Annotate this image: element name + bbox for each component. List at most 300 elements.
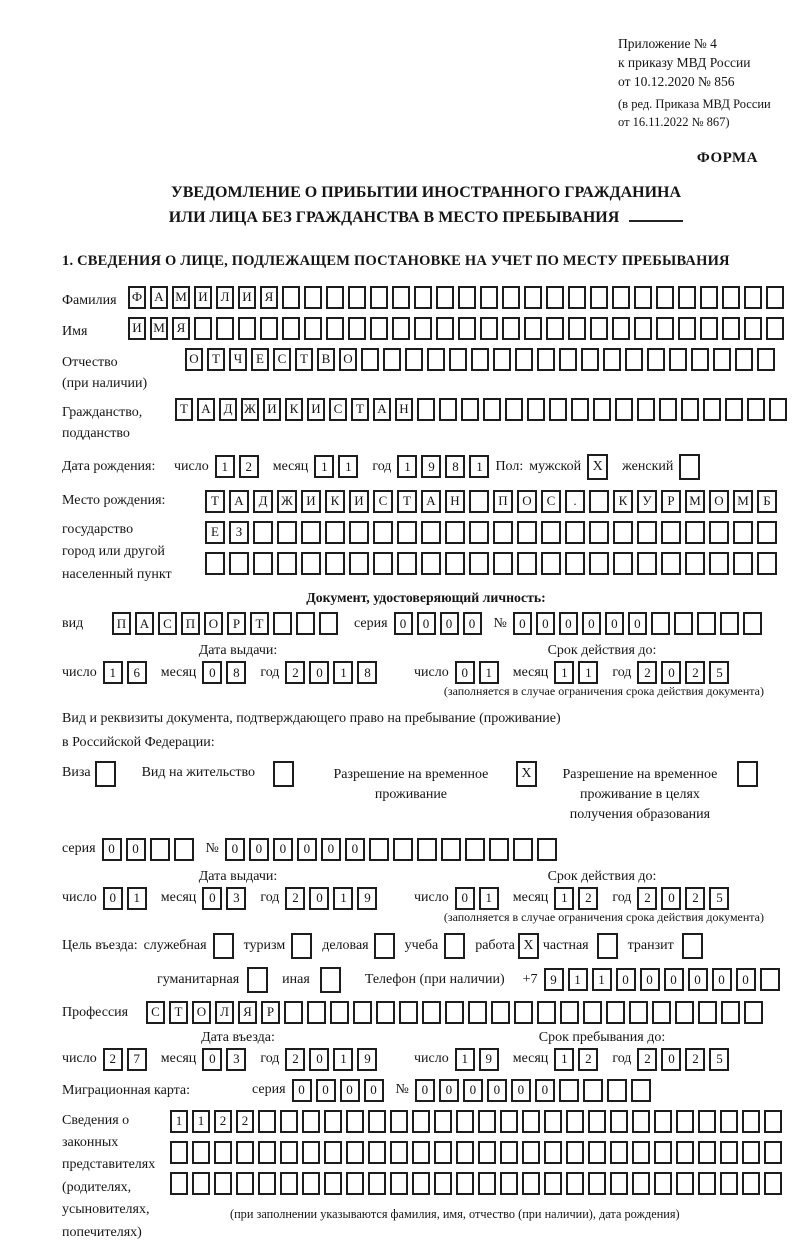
char-cell[interactable]: [348, 317, 366, 340]
char-cell[interactable]: О: [339, 348, 357, 371]
char-cell[interactable]: [493, 521, 513, 544]
char-cell[interactable]: [373, 552, 393, 575]
char-cell[interactable]: К: [613, 490, 633, 513]
char-cell[interactable]: 1: [592, 968, 612, 991]
char-cell[interactable]: [229, 552, 249, 575]
char-cell[interactable]: [565, 552, 585, 575]
char-cell[interactable]: [417, 398, 435, 421]
char-cell[interactable]: [744, 286, 762, 309]
char-cell[interactable]: [376, 1001, 395, 1024]
char-cell[interactable]: [253, 521, 273, 544]
char-cell[interactable]: [505, 398, 523, 421]
char-cell[interactable]: [436, 286, 454, 309]
char-cell[interactable]: [214, 1141, 232, 1164]
char-cell[interactable]: [277, 521, 297, 544]
char-cell[interactable]: [170, 1141, 188, 1164]
char-cell[interactable]: [434, 1172, 452, 1195]
char-cell[interactable]: [757, 552, 777, 575]
char-cell[interactable]: [588, 1172, 606, 1195]
char-cell[interactable]: [675, 1001, 694, 1024]
char-cell[interactable]: [637, 398, 655, 421]
char-cell[interactable]: К: [325, 490, 345, 513]
char-cell[interactable]: И: [349, 490, 369, 513]
char-cell[interactable]: 2: [637, 661, 657, 684]
char-cell[interactable]: [735, 348, 753, 371]
char-cell[interactable]: [361, 348, 379, 371]
char-cell[interactable]: 1: [568, 968, 588, 991]
char-cell[interactable]: [260, 317, 278, 340]
char-cell[interactable]: 1: [333, 661, 353, 684]
char-cell[interactable]: 1: [333, 887, 353, 910]
char-cell[interactable]: Ф: [128, 286, 146, 309]
char-cell[interactable]: [742, 1141, 760, 1164]
sex-female-checkbox[interactable]: [679, 454, 700, 480]
char-cell[interactable]: [637, 521, 657, 544]
residence-permit-checkbox[interactable]: [273, 761, 294, 787]
char-cell[interactable]: [625, 348, 643, 371]
char-cell[interactable]: [613, 552, 633, 575]
char-cell[interactable]: 0: [487, 1079, 507, 1102]
char-cell[interactable]: [685, 552, 705, 575]
char-cell[interactable]: [697, 612, 716, 635]
char-cell[interactable]: [280, 1110, 298, 1133]
char-cell[interactable]: [397, 552, 417, 575]
char-cell[interactable]: [568, 286, 586, 309]
char-cell[interactable]: М: [172, 286, 190, 309]
char-cell[interactable]: 0: [736, 968, 756, 991]
char-cell[interactable]: Т: [250, 612, 269, 635]
char-cell[interactable]: [412, 1110, 430, 1133]
char-cell[interactable]: 2: [637, 887, 657, 910]
char-cell[interactable]: 8: [226, 661, 246, 684]
char-cell[interactable]: С: [158, 612, 177, 635]
char-cell[interactable]: О: [185, 348, 203, 371]
char-cell[interactable]: А: [421, 490, 441, 513]
char-cell[interactable]: [632, 1110, 650, 1133]
char-cell[interactable]: [713, 348, 731, 371]
char-cell[interactable]: Т: [295, 348, 313, 371]
char-cell[interactable]: [491, 1001, 510, 1024]
char-cell[interactable]: [524, 317, 542, 340]
char-cell[interactable]: А: [150, 286, 168, 309]
char-cell[interactable]: К: [285, 398, 303, 421]
char-cell[interactable]: 1: [192, 1110, 210, 1133]
char-cell[interactable]: И: [307, 398, 325, 421]
char-cell[interactable]: [590, 286, 608, 309]
char-cell[interactable]: 0: [664, 968, 684, 991]
char-cell[interactable]: [546, 317, 564, 340]
char-cell[interactable]: [421, 521, 441, 544]
char-cell[interactable]: [469, 521, 489, 544]
char-cell[interactable]: [302, 1110, 320, 1133]
char-cell[interactable]: 1: [338, 455, 358, 478]
char-cell[interactable]: [421, 552, 441, 575]
char-cell[interactable]: [709, 552, 729, 575]
char-cell[interactable]: [537, 348, 555, 371]
char-cell[interactable]: С: [273, 348, 291, 371]
char-cell[interactable]: [610, 1172, 628, 1195]
char-cell[interactable]: [422, 1001, 441, 1024]
char-cell[interactable]: И: [194, 286, 212, 309]
char-cell[interactable]: Т: [351, 398, 369, 421]
char-cell[interactable]: [483, 398, 501, 421]
char-cell[interactable]: [590, 317, 608, 340]
char-cell[interactable]: И: [128, 317, 146, 340]
purpose-study-checkbox[interactable]: [444, 933, 465, 959]
char-cell[interactable]: [390, 1141, 408, 1164]
char-cell[interactable]: А: [197, 398, 215, 421]
char-cell[interactable]: 2: [637, 1048, 657, 1071]
char-cell[interactable]: С: [541, 490, 561, 513]
char-cell[interactable]: 3: [226, 1048, 246, 1071]
char-cell[interactable]: 2: [285, 887, 305, 910]
char-cell[interactable]: [615, 398, 633, 421]
char-cell[interactable]: [629, 1001, 648, 1024]
char-cell[interactable]: [412, 1172, 430, 1195]
char-cell[interactable]: 0: [628, 612, 647, 635]
char-cell[interactable]: [296, 612, 315, 635]
char-cell[interactable]: [541, 552, 561, 575]
char-cell[interactable]: [373, 521, 393, 544]
char-cell[interactable]: [565, 521, 585, 544]
char-cell[interactable]: [478, 1172, 496, 1195]
char-cell[interactable]: П: [181, 612, 200, 635]
char-cell[interactable]: [192, 1141, 210, 1164]
char-cell[interactable]: [238, 317, 256, 340]
char-cell[interactable]: [205, 552, 225, 575]
char-cell[interactable]: [581, 348, 599, 371]
char-cell[interactable]: С: [373, 490, 393, 513]
char-cell[interactable]: [757, 521, 777, 544]
char-cell[interactable]: [324, 1141, 342, 1164]
char-cell[interactable]: Т: [175, 398, 193, 421]
char-cell[interactable]: 0: [340, 1079, 360, 1102]
char-cell[interactable]: Я: [260, 286, 278, 309]
char-cell[interactable]: [346, 1172, 364, 1195]
char-cell[interactable]: [412, 1141, 430, 1164]
char-cell[interactable]: [760, 968, 780, 991]
char-cell[interactable]: П: [493, 490, 513, 513]
char-cell[interactable]: 1: [127, 887, 147, 910]
char-cell[interactable]: 1: [215, 455, 235, 478]
char-cell[interactable]: И: [301, 490, 321, 513]
char-cell[interactable]: [458, 286, 476, 309]
char-cell[interactable]: [399, 1001, 418, 1024]
char-cell[interactable]: [301, 521, 321, 544]
char-cell[interactable]: М: [685, 490, 705, 513]
char-cell[interactable]: [405, 348, 423, 371]
char-cell[interactable]: [414, 317, 432, 340]
char-cell[interactable]: 1: [554, 1048, 574, 1071]
char-cell[interactable]: [559, 348, 577, 371]
char-cell[interactable]: [593, 398, 611, 421]
char-cell[interactable]: [733, 521, 753, 544]
char-cell[interactable]: О: [192, 1001, 211, 1024]
char-cell[interactable]: 6: [127, 661, 147, 684]
visa-checkbox[interactable]: [95, 761, 116, 787]
char-cell[interactable]: [522, 1110, 540, 1133]
char-cell[interactable]: 2: [685, 887, 705, 910]
char-cell[interactable]: [764, 1110, 782, 1133]
char-cell[interactable]: Б: [757, 490, 777, 513]
char-cell[interactable]: 1: [333, 1048, 353, 1071]
char-cell[interactable]: 0: [439, 1079, 459, 1102]
char-cell[interactable]: [480, 317, 498, 340]
char-cell[interactable]: [174, 838, 194, 861]
char-cell[interactable]: [541, 521, 561, 544]
char-cell[interactable]: [500, 1110, 518, 1133]
char-cell[interactable]: Е: [205, 521, 225, 544]
purpose-tourism-checkbox[interactable]: [291, 933, 312, 959]
char-cell[interactable]: [434, 1141, 452, 1164]
char-cell[interactable]: [654, 1110, 672, 1133]
char-cell[interactable]: [583, 1001, 602, 1024]
char-cell[interactable]: [571, 398, 589, 421]
char-cell[interactable]: [325, 552, 345, 575]
char-cell[interactable]: [747, 398, 765, 421]
purpose-humanitarian-checkbox[interactable]: [247, 967, 268, 993]
char-cell[interactable]: [390, 1110, 408, 1133]
char-cell[interactable]: [500, 1172, 518, 1195]
char-cell[interactable]: [698, 1172, 716, 1195]
char-cell[interactable]: [449, 348, 467, 371]
char-cell[interactable]: 0: [440, 612, 459, 635]
char-cell[interactable]: 0: [661, 1048, 681, 1071]
char-cell[interactable]: 0: [345, 838, 365, 861]
char-cell[interactable]: [304, 286, 322, 309]
char-cell[interactable]: [613, 521, 633, 544]
char-cell[interactable]: [214, 1172, 232, 1195]
char-cell[interactable]: 2: [103, 1048, 123, 1071]
char-cell[interactable]: 1: [397, 455, 417, 478]
char-cell[interactable]: Д: [253, 490, 273, 513]
char-cell[interactable]: [669, 348, 687, 371]
char-cell[interactable]: [632, 1172, 650, 1195]
char-cell[interactable]: [445, 1001, 464, 1024]
char-cell[interactable]: Л: [216, 286, 234, 309]
char-cell[interactable]: [566, 1172, 584, 1195]
char-cell[interactable]: 1: [455, 1048, 475, 1071]
char-cell[interactable]: [471, 348, 489, 371]
char-cell[interactable]: [632, 1141, 650, 1164]
char-cell[interactable]: 2: [236, 1110, 254, 1133]
char-cell[interactable]: [603, 348, 621, 371]
char-cell[interactable]: 2: [578, 1048, 598, 1071]
temp-residence-education-checkbox[interactable]: [737, 761, 758, 787]
char-cell[interactable]: [588, 1110, 606, 1133]
char-cell[interactable]: [517, 521, 537, 544]
char-cell[interactable]: [368, 1141, 386, 1164]
char-cell[interactable]: [661, 552, 681, 575]
char-cell[interactable]: [544, 1141, 562, 1164]
char-cell[interactable]: [324, 1110, 342, 1133]
char-cell[interactable]: [583, 1079, 603, 1102]
char-cell[interactable]: [698, 1110, 716, 1133]
char-cell[interactable]: [764, 1141, 782, 1164]
char-cell[interactable]: [522, 1172, 540, 1195]
char-cell[interactable]: [236, 1172, 254, 1195]
char-cell[interactable]: Т: [169, 1001, 188, 1024]
char-cell[interactable]: [656, 286, 674, 309]
char-cell[interactable]: [743, 612, 762, 635]
char-cell[interactable]: 8: [445, 455, 465, 478]
char-cell[interactable]: Н: [395, 398, 413, 421]
purpose-business-checkbox[interactable]: [374, 933, 395, 959]
temp-residence-checkbox[interactable]: X: [516, 761, 537, 787]
char-cell[interactable]: [720, 1141, 738, 1164]
char-cell[interactable]: [346, 1141, 364, 1164]
char-cell[interactable]: 2: [685, 1048, 705, 1071]
char-cell[interactable]: А: [135, 612, 154, 635]
char-cell[interactable]: 0: [463, 612, 482, 635]
char-cell[interactable]: [517, 552, 537, 575]
char-cell[interactable]: С: [329, 398, 347, 421]
char-cell[interactable]: 5: [709, 887, 729, 910]
char-cell[interactable]: [685, 521, 705, 544]
char-cell[interactable]: [258, 1172, 276, 1195]
char-cell[interactable]: М: [150, 317, 168, 340]
char-cell[interactable]: [769, 398, 787, 421]
char-cell[interactable]: [659, 398, 677, 421]
char-cell[interactable]: [637, 552, 657, 575]
char-cell[interactable]: [514, 1001, 533, 1024]
char-cell[interactable]: [744, 317, 762, 340]
char-cell[interactable]: [369, 838, 389, 861]
char-cell[interactable]: 0: [394, 612, 413, 635]
char-cell[interactable]: 5: [709, 1048, 729, 1071]
char-cell[interactable]: [654, 1141, 672, 1164]
char-cell[interactable]: [700, 317, 718, 340]
char-cell[interactable]: [353, 1001, 372, 1024]
char-cell[interactable]: [258, 1141, 276, 1164]
char-cell[interactable]: [698, 1141, 716, 1164]
char-cell[interactable]: 0: [415, 1079, 435, 1102]
char-cell[interactable]: 1: [554, 887, 574, 910]
char-cell[interactable]: [647, 348, 665, 371]
char-cell[interactable]: 0: [455, 887, 475, 910]
char-cell[interactable]: [458, 317, 476, 340]
char-cell[interactable]: [480, 286, 498, 309]
char-cell[interactable]: [397, 521, 417, 544]
char-cell[interactable]: [721, 1001, 740, 1024]
char-cell[interactable]: 2: [578, 887, 598, 910]
char-cell[interactable]: 1: [578, 661, 598, 684]
char-cell[interactable]: [319, 612, 338, 635]
char-cell[interactable]: [502, 317, 520, 340]
char-cell[interactable]: 0: [202, 661, 222, 684]
char-cell[interactable]: [493, 552, 513, 575]
char-cell[interactable]: [330, 1001, 349, 1024]
char-cell[interactable]: 0: [273, 838, 293, 861]
char-cell[interactable]: 0: [249, 838, 269, 861]
char-cell[interactable]: 0: [661, 887, 681, 910]
char-cell[interactable]: Р: [661, 490, 681, 513]
char-cell[interactable]: 0: [103, 887, 123, 910]
char-cell[interactable]: [652, 1001, 671, 1024]
char-cell[interactable]: [612, 317, 630, 340]
char-cell[interactable]: [301, 552, 321, 575]
char-cell[interactable]: [392, 317, 410, 340]
char-cell[interactable]: Ж: [241, 398, 259, 421]
char-cell[interactable]: [549, 398, 567, 421]
char-cell[interactable]: [720, 612, 739, 635]
char-cell[interactable]: [368, 1172, 386, 1195]
char-cell[interactable]: А: [373, 398, 391, 421]
char-cell[interactable]: 0: [297, 838, 317, 861]
char-cell[interactable]: О: [517, 490, 537, 513]
char-cell[interactable]: 0: [364, 1079, 384, 1102]
char-cell[interactable]: 0: [126, 838, 146, 861]
char-cell[interactable]: 9: [479, 1048, 499, 1071]
char-cell[interactable]: 0: [616, 968, 636, 991]
char-cell[interactable]: [766, 317, 784, 340]
char-cell[interactable]: [544, 1110, 562, 1133]
char-cell[interactable]: [722, 317, 740, 340]
char-cell[interactable]: [766, 286, 784, 309]
char-cell[interactable]: Р: [261, 1001, 280, 1024]
char-cell[interactable]: [634, 286, 652, 309]
char-cell[interactable]: 0: [712, 968, 732, 991]
char-cell[interactable]: [280, 1141, 298, 1164]
char-cell[interactable]: 0: [688, 968, 708, 991]
char-cell[interactable]: 1: [314, 455, 334, 478]
char-cell[interactable]: 0: [582, 612, 601, 635]
purpose-other-checkbox[interactable]: [320, 967, 341, 993]
char-cell[interactable]: И: [263, 398, 281, 421]
char-cell[interactable]: 0: [417, 612, 436, 635]
char-cell[interactable]: Я: [238, 1001, 257, 1024]
char-cell[interactable]: [253, 552, 273, 575]
char-cell[interactable]: 9: [544, 968, 564, 991]
char-cell[interactable]: [304, 317, 322, 340]
char-cell[interactable]: 0: [316, 1079, 336, 1102]
purpose-transit-checkbox[interactable]: [682, 933, 703, 959]
char-cell[interactable]: Ч: [229, 348, 247, 371]
char-cell[interactable]: [522, 1141, 540, 1164]
char-cell[interactable]: 2: [239, 455, 259, 478]
char-cell[interactable]: [733, 552, 753, 575]
char-cell[interactable]: 2: [214, 1110, 232, 1133]
char-cell[interactable]: [515, 348, 533, 371]
purpose-official-checkbox[interactable]: [213, 933, 234, 959]
char-cell[interactable]: [678, 286, 696, 309]
char-cell[interactable]: [258, 1110, 276, 1133]
char-cell[interactable]: [566, 1110, 584, 1133]
char-cell[interactable]: [282, 286, 300, 309]
char-cell[interactable]: [468, 1001, 487, 1024]
char-cell[interactable]: У: [637, 490, 657, 513]
char-cell[interactable]: Т: [205, 490, 225, 513]
char-cell[interactable]: [393, 838, 413, 861]
char-cell[interactable]: [691, 348, 709, 371]
char-cell[interactable]: Т: [207, 348, 225, 371]
char-cell[interactable]: [456, 1110, 474, 1133]
char-cell[interactable]: 0: [511, 1079, 531, 1102]
char-cell[interactable]: [307, 1001, 326, 1024]
char-cell[interactable]: [302, 1172, 320, 1195]
char-cell[interactable]: [456, 1172, 474, 1195]
char-cell[interactable]: [661, 521, 681, 544]
char-cell[interactable]: [537, 1001, 556, 1024]
char-cell[interactable]: [370, 286, 388, 309]
char-cell[interactable]: 2: [285, 661, 305, 684]
purpose-work-checkbox[interactable]: X: [518, 933, 539, 959]
char-cell[interactable]: [441, 838, 461, 861]
char-cell[interactable]: [417, 838, 437, 861]
char-cell[interactable]: 1: [469, 455, 489, 478]
char-cell[interactable]: [282, 317, 300, 340]
char-cell[interactable]: [709, 521, 729, 544]
